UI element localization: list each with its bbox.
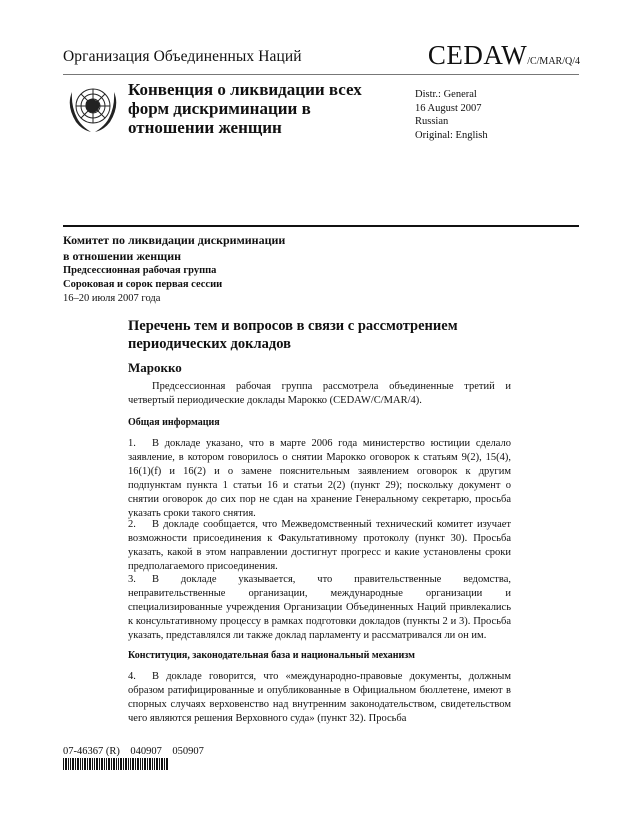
paragraph-number: 3.: [128, 574, 136, 585]
session: Сороковая и сорок первая сессии: [63, 279, 223, 290]
convention-title: Конвенция о ликвидации всех форм дискриминации в отношении женщин: [128, 80, 362, 137]
distr-status: Distr.: General: [415, 89, 477, 100]
paragraph-number: 1.: [128, 438, 136, 449]
paragraph-number: 2.: [128, 519, 136, 530]
distribution-block: [415, 88, 488, 142]
organization-name: Организация Объединенных Наций: [63, 48, 302, 65]
paragraph-text: В докладе указывается, что правительственные ведомства, неправительственные организации, международные организации и специализированные учреждения Организации Объединенных Наций привлекались к консультативному процессу в рамках подготовки докладов (пункты 2 и 3). Просьба указать, представлялся ли также доклад парламенту и рассматривался ли он им.: [128, 574, 511, 641]
paragraph-text: В докладе указано, что в марте 2006 года министерство юстиции сделало заявление, в котором говорилось о снятии Марокко оговорок к статьям 9(2), 15(4), 16(1)(f) и 16(2) и о замене пояснительным заявлением оговорок к другим подпунктам пункта 1 статьи 16 и статьи 2(2) (пункт 29); поскольку документ о снятии оговорок до сих пор не сдан на хранение Генеральному секретарю, просьба указать сроки такого снятия.: [128, 438, 511, 519]
section-divider: [63, 225, 579, 227]
paragraph-text: В докладе сообщается, что Межведомственный технический комитет изучает возможности присоединения к Факультативному протоколу (пункт 30). Просьба указать, какой в этом направлении достигнут прогресс и какие установлены сроки предполагаемого присоединения.: [128, 519, 511, 572]
header-divider: [63, 74, 579, 75]
document-symbol: [364, 40, 580, 71]
paragraph-1: [128, 437, 511, 521]
symbol-main: CEDAW: [427, 40, 528, 70]
symbol-suffix: /C/MAR/Q/4: [527, 56, 580, 67]
section-heading-general: Общая информация: [128, 417, 220, 428]
intro-paragraph: Предсессионная рабочая группа рассмотрела объединенные третий и четвертый периодические доклады Марокко (CEDAW/C/MAR/4).: [128, 381, 511, 406]
document-title: Перечень тем и вопросов в связи с рассмотрением периодических докладов: [128, 318, 458, 352]
section-heading-constitution: Конституция, законодательная база и национальный механизм: [128, 650, 415, 661]
un-emblem-icon: [64, 82, 122, 134]
paragraph-2: [128, 518, 511, 574]
working-group: Предсессионная рабочая группа: [63, 265, 217, 276]
committee-name-line1: Комитет по ликвидации дискриминации: [63, 233, 286, 247]
committee-name-line2: в отношении женщин: [63, 249, 182, 263]
job-number: 07-46367 (R) 040907 050907: [63, 746, 204, 757]
paragraph-text: В докладе говорится, что «международно-правовые документы, должным образом ратифицированные и опубликованные в Официальном бюллетене, имеют в спорных случаях верховенство над внутренним законодательством, свидетельством чего являются решения Верховного суда» (пункт 32). Просьба: [128, 671, 511, 724]
distr-original: Original: English: [415, 129, 488, 141]
barcode-icon: [63, 758, 169, 770]
distr-language: Russian: [415, 116, 449, 127]
country-heading: Марокко: [128, 360, 182, 375]
paragraph-3: [128, 573, 511, 643]
committee-block: [63, 232, 383, 306]
distr-date: 16 August 2007: [415, 102, 482, 114]
paragraph-number: 4.: [128, 671, 136, 682]
session-dates: 16–20 июля 2007 года: [63, 293, 161, 304]
paragraph-4: [128, 670, 511, 726]
